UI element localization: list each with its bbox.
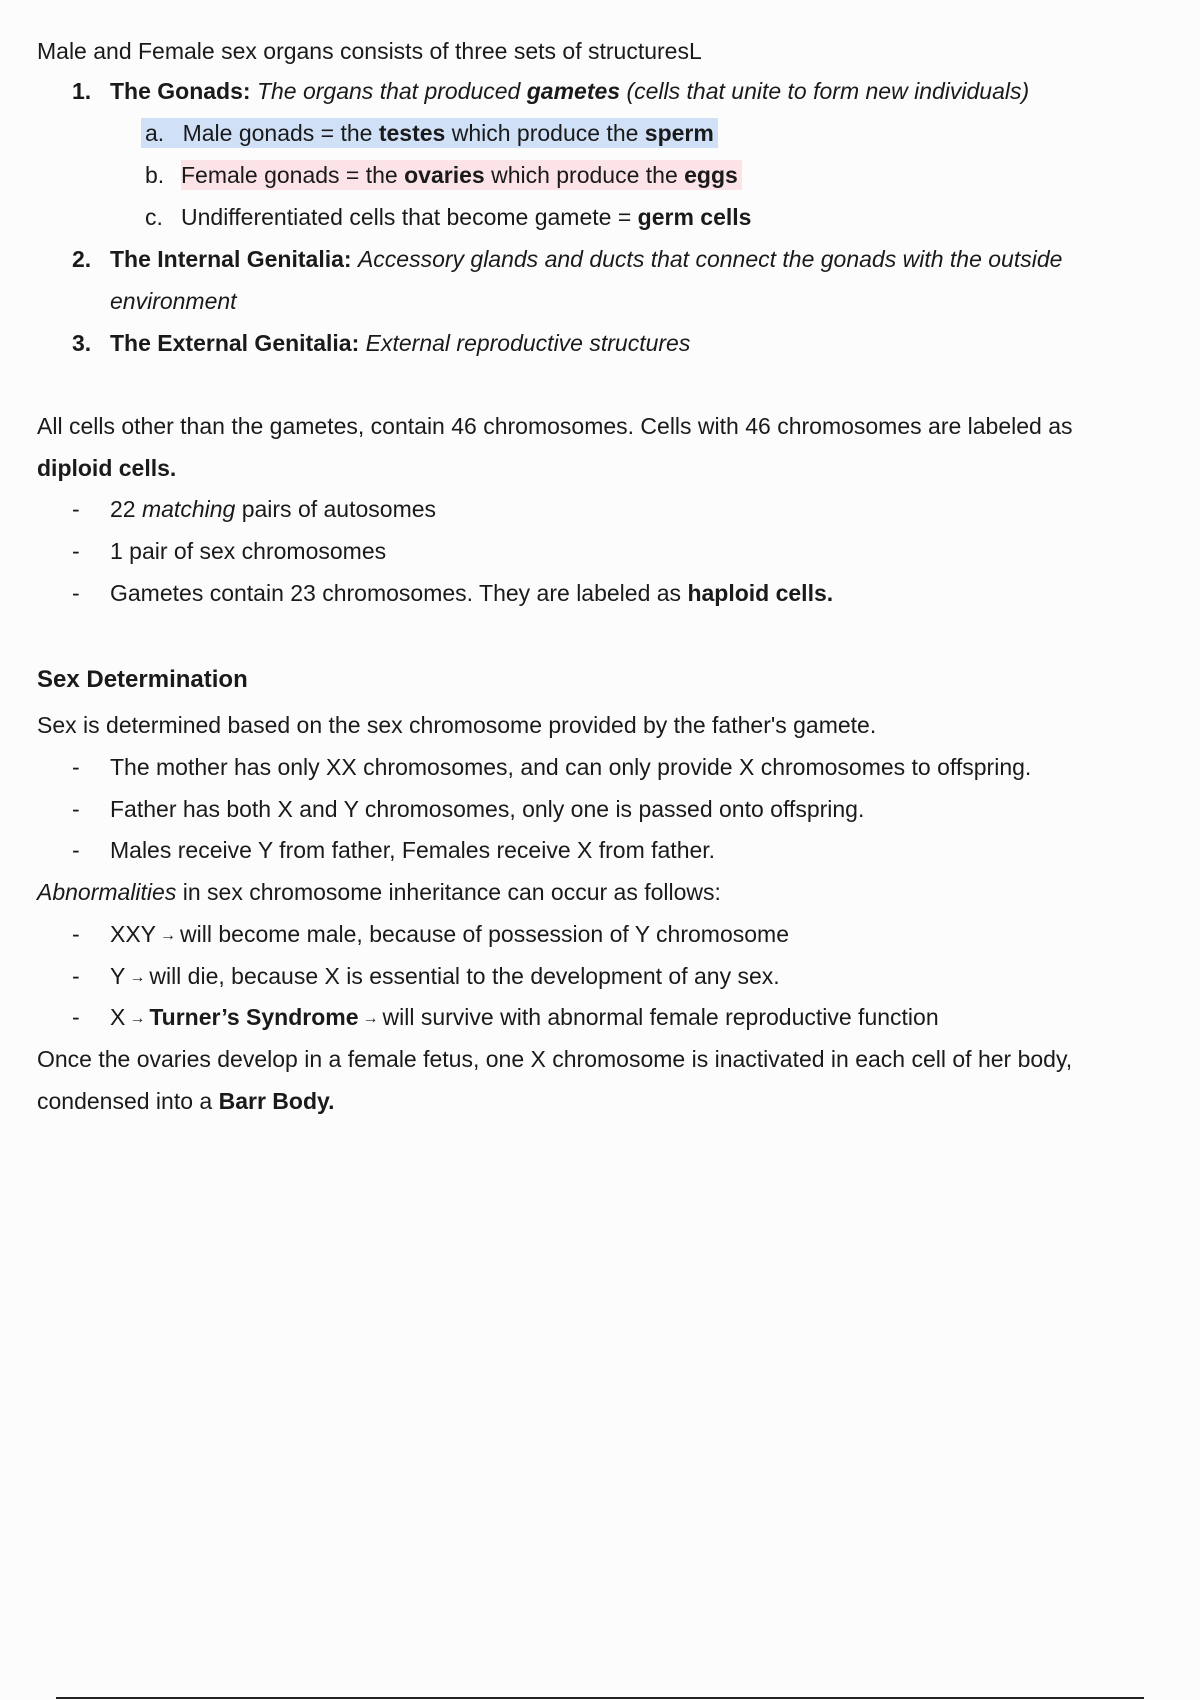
gonad-mid: which produce the: [484, 162, 685, 188]
bullet-dash: -: [72, 921, 80, 947]
karyotype: XXY: [110, 921, 157, 947]
gonad-pre: Female gonads = the: [181, 162, 405, 188]
bullet-dash: -: [72, 538, 80, 564]
bullet-text: The mother has only XX chromosomes, and can only provide X chromosomes to offspring.: [110, 754, 1032, 780]
bullet-text: 1 pair of sex chromosomes: [110, 538, 387, 564]
closing-line-2: [37, 1086, 334, 1116]
abnormalities-intro: [37, 877, 721, 907]
closing-bold: Barr Body.: [218, 1088, 335, 1114]
structure-desc-pre: The organs that produced: [256, 78, 527, 104]
bullet-text-post: pairs of autosomes: [235, 496, 437, 522]
structure-title: The Gonads:: [110, 78, 251, 104]
structure-desc: External reproductive structures: [365, 330, 691, 356]
cells-line-1: All cells other than the gametes, contain 46 chromosomes. Cells with 46 chromosomes are labeled as: [37, 413, 1073, 439]
right-arrow-icon: →: [129, 1010, 146, 1027]
gonad-bold-1: testes: [378, 120, 446, 146]
bullet-text: Father has both X and Y chromosomes, only one is passed onto offspring.: [110, 796, 865, 822]
list-letter: a.: [145, 120, 165, 146]
outcome-text: will become male, because of possession of Y chromosome: [180, 921, 789, 947]
structure-desc-line2: environment: [110, 288, 237, 314]
syndrome-name: Turner’s Syndrome: [149, 1004, 359, 1030]
bullet-dash: -: [72, 796, 80, 822]
bullet-text-pre: 22: [110, 496, 142, 522]
closing-line-1: Once the ovaries develop in a female fetus, one X chromosome is inactivated in each cell of her body,: [37, 1046, 1073, 1072]
gonad-pre: Undifferentiated cells that become gamete =: [181, 204, 638, 230]
bullet-dash: -: [72, 754, 80, 780]
right-arrow-icon: →: [160, 927, 177, 944]
bullet-text-italic: matching: [141, 496, 236, 522]
list-letter: c.: [145, 204, 163, 230]
outcome-text: will die, because X is essential to the development of any sex.: [149, 963, 780, 989]
abnormal-italic: Abnormalities: [37, 879, 177, 905]
intro-text: Male and Female sex organs consists of three sets of structuresL: [37, 38, 702, 64]
list-number: 1.: [72, 78, 92, 104]
structure-title: The External Genitalia:: [110, 330, 360, 356]
bullet-dash: -: [72, 496, 80, 522]
structure-title: The Internal Genitalia:: [110, 246, 352, 272]
gonad-bold: germ cells: [637, 204, 752, 230]
sex-determination-heading: Sex Determination: [37, 666, 248, 693]
karyotype: Y: [110, 963, 126, 989]
cells-line-2: diploid cells.: [37, 455, 177, 481]
page-bottom-rule: [56, 1697, 1144, 1699]
gonad-bold-1: ovaries: [404, 162, 485, 188]
bullet-dash: -: [72, 837, 80, 863]
karyotype: X: [110, 1004, 126, 1030]
right-arrow-icon: →: [129, 969, 146, 986]
list-letter: b.: [145, 162, 165, 188]
structure-desc-bold: gametes: [526, 78, 621, 104]
bullet-dash: -: [72, 1004, 80, 1030]
bullet-text-pre: Gametes contain 23 chromosomes. They are labeled as: [110, 580, 688, 606]
bullet-dash: -: [72, 963, 80, 989]
gonad-bold-2: sperm: [644, 120, 714, 146]
list-number: 3.: [72, 330, 92, 356]
bullet-text-bold: haploid cells.: [687, 580, 834, 606]
outcome-text: will survive with abnormal female reproductive function: [382, 1004, 939, 1030]
bullet-dash: -: [72, 580, 80, 606]
sex-determination-intro: Sex is determined based on the sex chromosome provided by the father's gamete.: [37, 712, 877, 738]
closing-pre: condensed into a: [37, 1088, 219, 1114]
gonad-mid: which produce the: [445, 120, 645, 146]
section-heading: [37, 665, 248, 695]
gonad-pre: Male gonads = the: [182, 120, 379, 146]
gonad-bold-2: eggs: [684, 162, 738, 188]
abnormal-rest: in sex chromosome inheritance can occur as follows:: [176, 879, 721, 905]
structure-desc-line1: Accessory glands and ducts that connect the gonads with the outside: [357, 246, 1063, 272]
list-number: 2.: [72, 246, 92, 272]
right-arrow-icon: →: [362, 1010, 379, 1027]
bullet-text: Males receive Y from father, Females receive X from father.: [110, 837, 716, 863]
structure-desc-post: (cells that unite to form new individuals): [620, 78, 1030, 104]
